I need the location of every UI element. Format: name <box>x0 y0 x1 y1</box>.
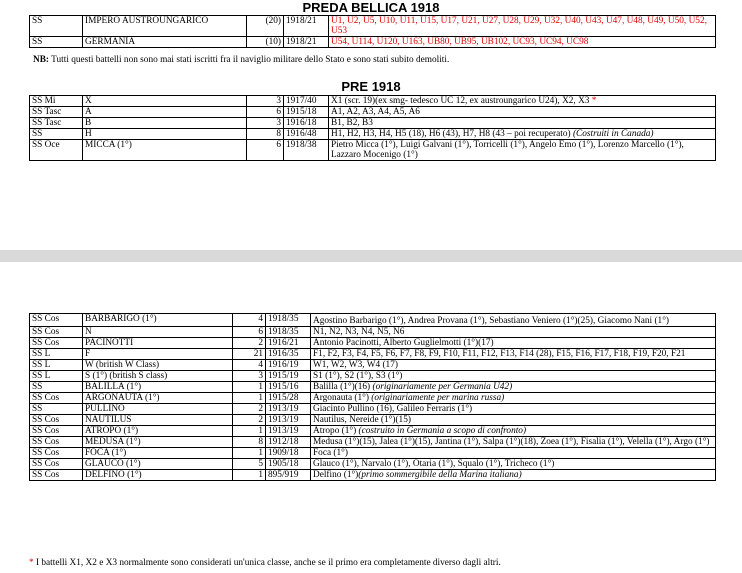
count-cell: 3 <box>247 118 284 129</box>
class-cell: B <box>83 118 247 129</box>
units-cell: Pietro Micca (1°), Luigi Galvani (1°), Torricelli (1°), Angelo Emo (1°), Lorenzo Marcello (1°), Lazzaro Mocenigo (1°) <box>329 140 716 161</box>
years-cell: 1915/28 <box>266 393 311 404</box>
units-cell: Giacinto Pullino (16), Galileo Ferraris (1°) <box>311 404 716 415</box>
units-cell <box>311 470 716 481</box>
class-cell: PULLINO <box>83 404 233 415</box>
units-cell: Medusa (1°)(15), Jalea (1°)(15), Jantina (1°), Salpa (1°)(18), Zoea (1°), Fisalia (1°), Velella (1°), Argo (1°) <box>311 437 716 448</box>
years-cell: 1918/35 <box>266 327 311 338</box>
class-cell: DELFINO (1°) <box>83 470 233 481</box>
table-row <box>30 37 716 48</box>
class-cell: NAUTILUS <box>83 415 233 426</box>
count-cell: 1 <box>233 470 266 481</box>
years-cell: 1916/48 <box>284 129 329 140</box>
years-cell: 1918/21 <box>284 16 329 37</box>
table-row <box>30 327 716 338</box>
nb-label: NB: <box>33 55 50 65</box>
class-cell: IMPERO AUSTROUNGARICO <box>83 16 247 37</box>
type-cell: SS Cos <box>30 437 83 448</box>
years-cell: 1918/38 <box>284 140 329 161</box>
table-row <box>30 338 716 349</box>
page-separator <box>0 250 742 262</box>
type-cell: SS <box>30 404 83 415</box>
type-cell: SS Cos <box>30 314 83 327</box>
years-cell: 1916/21 <box>266 338 311 349</box>
type-cell: SS L <box>30 360 83 371</box>
type-cell: SS L <box>30 349 83 360</box>
type-cell: SS Tasc <box>30 118 83 129</box>
class-cell: GLAUCO (1°) <box>83 459 233 470</box>
class-cell: PACINOTTI <box>83 338 233 349</box>
class-cell: GERMANIA <box>83 37 247 48</box>
units-cell: A1, A2, A3, A4, A5, A6 <box>329 107 716 118</box>
count-cell: 2 <box>233 404 266 415</box>
units-text: Delfino (1°) <box>313 470 359 480</box>
type-cell: SS Cos <box>30 459 83 470</box>
table-row <box>30 140 716 161</box>
class-cell: ATROPO (1°) <box>83 426 233 437</box>
table-row <box>30 393 716 404</box>
years-cell: 1905/18 <box>266 459 311 470</box>
page2-table <box>29 313 716 481</box>
type-cell: SS Cos <box>30 327 83 338</box>
class-cell: BALILLA (1°) <box>83 382 233 393</box>
count-cell: 21 <box>233 349 266 360</box>
class-cell: X <box>83 96 247 107</box>
class-cell: N <box>83 327 233 338</box>
type-cell: SS Mi <box>30 96 83 107</box>
table-row <box>30 415 716 426</box>
count-cell: 8 <box>233 437 266 448</box>
table-row <box>30 118 716 129</box>
years-cell: 1909/18 <box>266 448 311 459</box>
units-remark: (originariamente per marina russa) <box>371 393 505 403</box>
years-cell: 1915/16 <box>266 382 311 393</box>
units-cell <box>311 393 716 404</box>
units-cell: B1, B2, B3 <box>329 118 716 129</box>
count-cell: 2 <box>233 338 266 349</box>
count-cell: 6 <box>247 107 284 118</box>
nb-note <box>33 55 449 66</box>
units-text: Argonauta (1°) <box>313 393 372 403</box>
table-row <box>30 448 716 459</box>
count-cell: (10) <box>247 37 284 48</box>
count-cell: 6 <box>247 140 284 161</box>
document-page-1 <box>0 0 742 250</box>
table-row <box>30 314 716 327</box>
pre-1918-table <box>29 95 716 161</box>
type-cell: SS <box>30 16 83 37</box>
units-cell: Glauco (1°), Narvalo (1°), Otaria (1°), Squalo (1°), Tricheco (1°) <box>311 459 716 470</box>
class-cell: MEDUSA (1°) <box>83 437 233 448</box>
footnote <box>29 558 501 569</box>
footnote-star: * <box>591 96 597 106</box>
table-row <box>30 371 716 382</box>
type-cell: SS L <box>30 371 83 382</box>
units-remark: (Costruiti in Canada) <box>572 129 654 139</box>
type-cell: SS Cos <box>30 415 83 426</box>
pre-1918-title: PRE 1918 <box>341 79 401 94</box>
class-cell: S (1°) (british S class) <box>83 371 233 382</box>
years-cell: 1916/18 <box>284 118 329 129</box>
years-cell: 895/919 <box>266 470 311 481</box>
years-cell: 1916/19 <box>266 360 311 371</box>
type-cell: SS Tasc <box>30 107 83 118</box>
years-cell: 1915/19 <box>266 371 311 382</box>
units-cell <box>311 382 716 393</box>
units-cell: F1, F2, F3, F4, F5, F6, F7, F8, F9, F10, F11, F12, F13, F14 (28), F15, F16, F17, F18, F19, F20, F21 <box>311 349 716 360</box>
units-remark: (costruito in Germania a scopo di confronto) <box>358 426 527 436</box>
preda-bellica-table <box>29 15 716 48</box>
table-row <box>30 360 716 371</box>
units-text: X1 (scr. 19)(ex smg- tedesco UC 12, ex austroungarico U24), X2, X3 <box>331 96 592 106</box>
units-cell: U54, U114, U120, U163, UB80, UB95, UB102, UC93, UC94, UC98 <box>329 37 716 48</box>
class-cell: ARGONAUTA (1°) <box>83 393 233 404</box>
type-cell: SS Cos <box>30 338 83 349</box>
class-cell: FOCA (1°) <box>83 448 233 459</box>
units-cell <box>329 96 716 107</box>
table-row <box>30 107 716 118</box>
table-row <box>30 382 716 393</box>
table-row <box>30 470 716 481</box>
table-row <box>30 16 716 37</box>
table-row <box>30 129 716 140</box>
units-cell: Nautilus, Nereide (1°)(15) <box>311 415 716 426</box>
years-cell: 1916/35 <box>266 349 311 360</box>
count-cell: 2 <box>233 415 266 426</box>
class-cell: A <box>83 107 247 118</box>
class-cell: H <box>83 129 247 140</box>
type-cell: SS Oce <box>30 140 83 161</box>
units-remark: (originariamente per Germania U42) <box>372 382 513 392</box>
table-row <box>30 426 716 437</box>
table-row <box>30 459 716 470</box>
table-row <box>30 437 716 448</box>
count-cell: (20) <box>247 16 284 37</box>
units-cell: Antonio Pacinotti, Alberto Guglielmotti (1°)(17) <box>311 338 716 349</box>
class-cell: F <box>83 349 233 360</box>
units-cell: N1, N2, N3, N4, N5, N6 <box>311 327 716 338</box>
count-cell: 4 <box>233 314 266 327</box>
units-cell <box>329 129 716 140</box>
class-cell: MICCA (1°) <box>83 140 247 161</box>
footnote-text: I battelli X1, X2 e X3 normalmente sono considerati un'unica classe, anche se il primo era completamente diverso dagli altri. <box>33 558 501 568</box>
units-cell: Foca (1°) <box>311 448 716 459</box>
footnote-star: * <box>29 558 34 568</box>
class-cell: BARBARIGO (1°) <box>83 314 233 327</box>
years-cell: 1918/35 <box>266 314 311 327</box>
years-cell: 1913/19 <box>266 404 311 415</box>
years-cell: 1915/18 <box>284 107 329 118</box>
years-cell: 1913/19 <box>266 415 311 426</box>
units-cell <box>311 426 716 437</box>
table-row <box>30 349 716 360</box>
count-cell: 1 <box>233 393 266 404</box>
count-cell: 4 <box>233 360 266 371</box>
years-cell: 1917/40 <box>284 96 329 107</box>
years-cell: 1918/21 <box>284 37 329 48</box>
count-cell: 3 <box>247 96 284 107</box>
table-row <box>30 96 716 107</box>
preda-bellica-title: PREDA BELLICA 1918 <box>302 0 440 15</box>
count-cell: 1 <box>233 426 266 437</box>
units-text: Atropo (1°) <box>313 426 359 436</box>
units-cell: U1, U2, U5, U10, U11, U15, U17, U21, U27, U28, U29, U32, U40, U43, U47, U48, U49, U50, U52, U53 <box>329 16 716 37</box>
type-cell: SS Cos <box>30 393 83 404</box>
years-cell: 1913/19 <box>266 426 311 437</box>
type-cell: SS <box>30 37 83 48</box>
count-cell: 6 <box>233 327 266 338</box>
type-cell: SS Cos <box>30 448 83 459</box>
units-cell: S1 (1°), S2 (1°), S3 (1°) <box>311 371 716 382</box>
units-text: H1, H2, H3, H4, H5 (18), H6 (43), H7, H8 (43 – poi recuperato) <box>331 129 573 139</box>
count-cell: 8 <box>247 129 284 140</box>
units-cell: Agostino Barbarigo (1°), Andrea Provana (1°), Sebastiano Veniero (1°)(25), Giacomo Nani (1°) <box>311 314 716 327</box>
type-cell: SS Cos <box>30 426 83 437</box>
count-cell: 3 <box>233 371 266 382</box>
nb-text: Tutti questi battelli non sono mai stati iscritti fra il naviglio militare dello Stato e sono stati subito demoliti. <box>49 55 450 65</box>
table-row <box>30 404 716 415</box>
units-remark: (primo sommergibile della Marina italiana) <box>358 470 522 480</box>
units-cell: W1, W2, W3, W4 (17) <box>311 360 716 371</box>
document-page-2 <box>0 262 742 573</box>
type-cell: SS Cos <box>30 470 83 481</box>
type-cell: SS <box>30 129 83 140</box>
class-cell: W (british W Class) <box>83 360 233 371</box>
count-cell: 5 <box>233 459 266 470</box>
count-cell: 1 <box>233 382 266 393</box>
years-cell: 1912/18 <box>266 437 311 448</box>
units-text: Balilla (1°)(16) <box>313 382 373 392</box>
count-cell: 1 <box>233 448 266 459</box>
type-cell: SS <box>30 382 83 393</box>
